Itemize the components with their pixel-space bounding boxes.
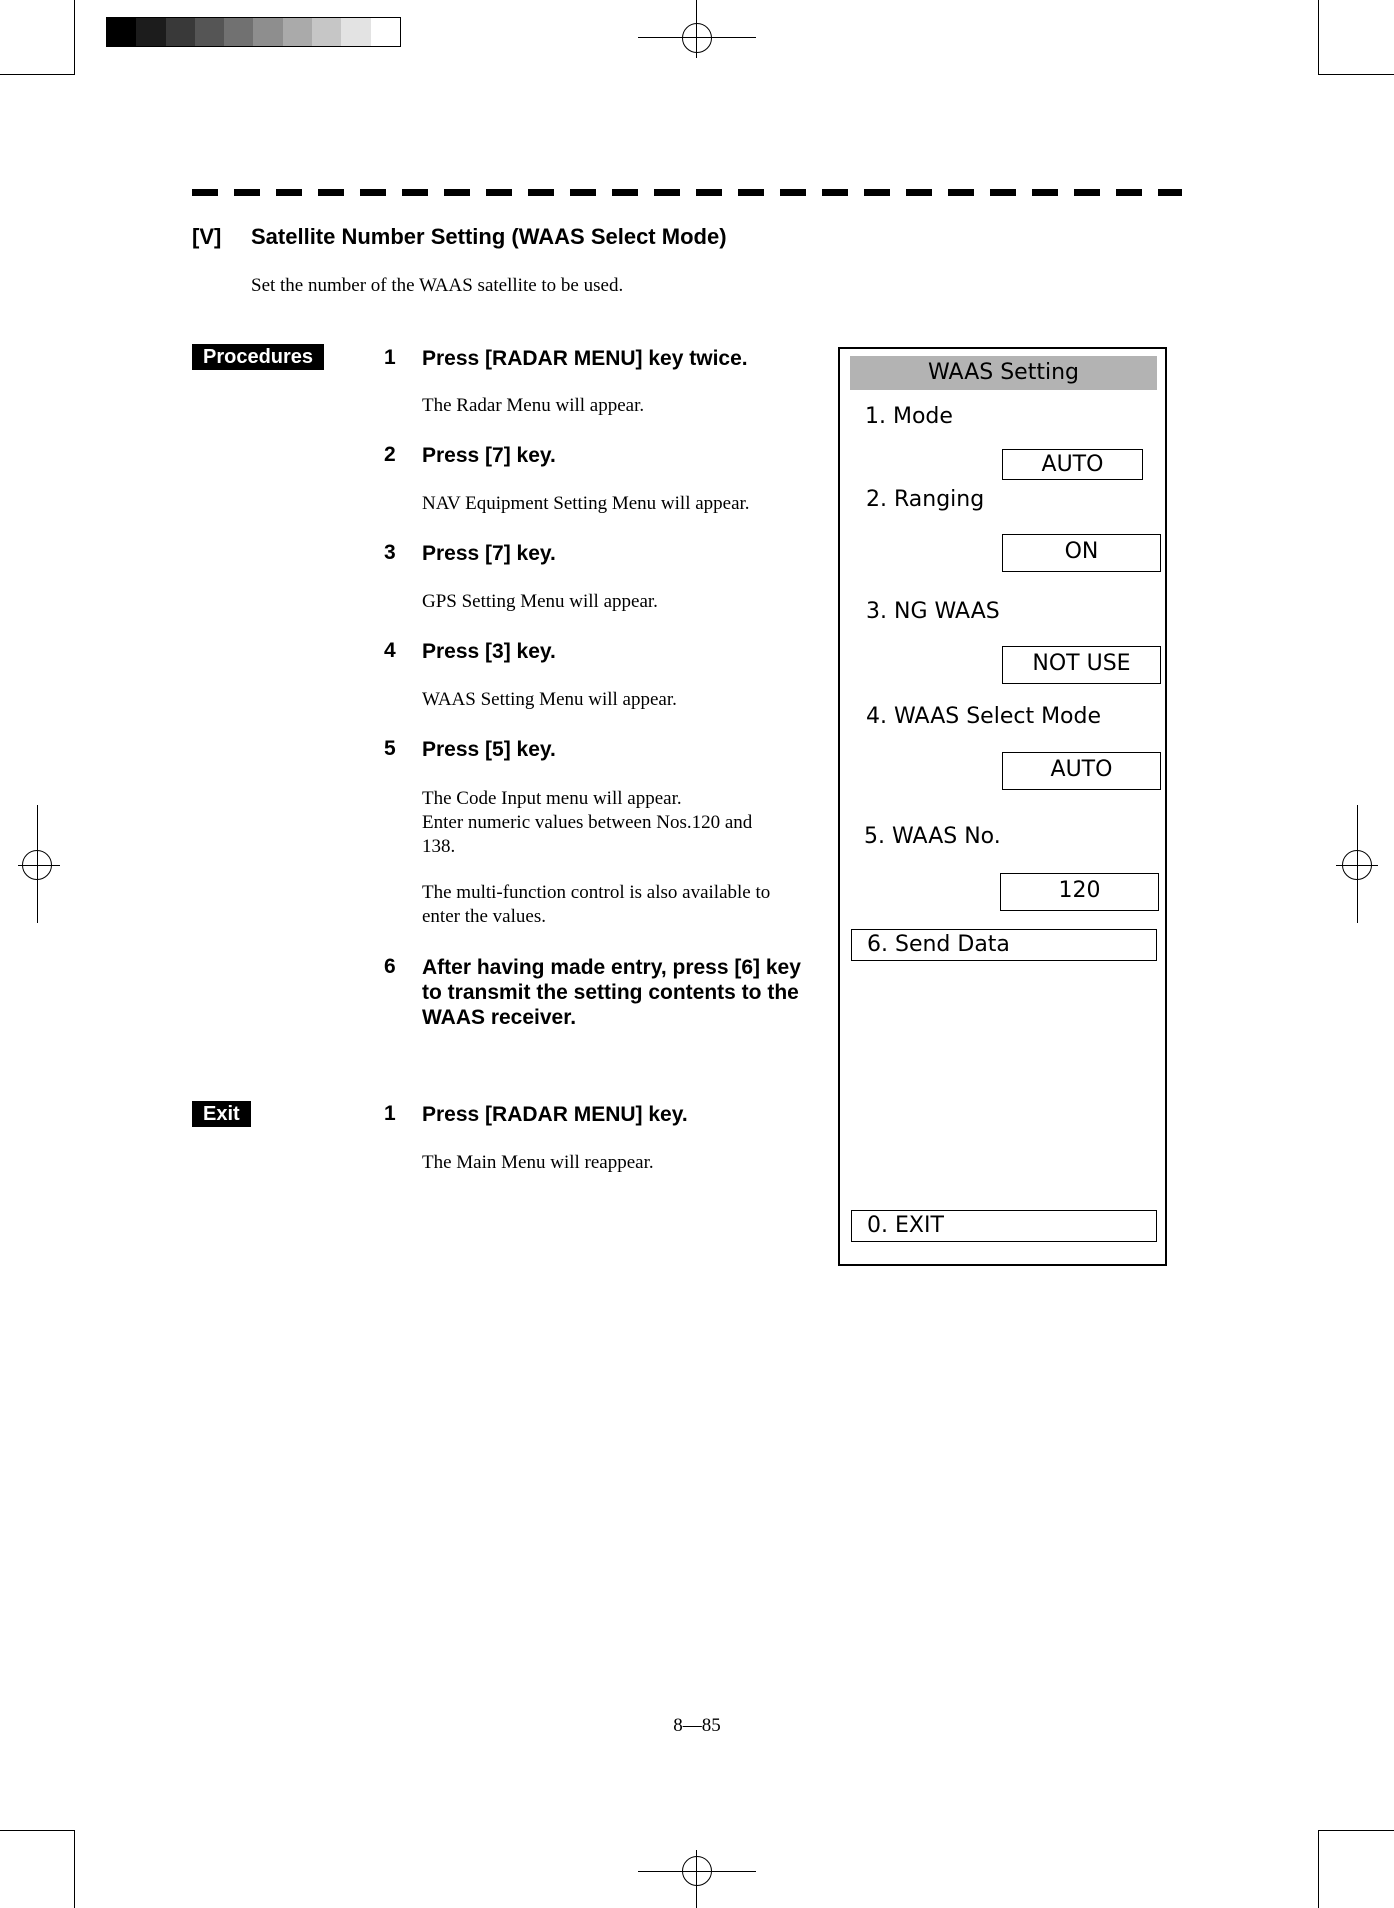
waas-setting-screen xyxy=(838,347,1167,1266)
step-number: 3 xyxy=(384,541,396,564)
step-title: Press [RADAR MENU] key twice. xyxy=(422,347,748,370)
menu-item-mode[interactable]: 1. Mode xyxy=(865,404,953,429)
gray-swatch xyxy=(195,18,224,46)
screen-title: WAAS Setting xyxy=(850,356,1157,390)
dashed-divider xyxy=(192,189,1182,196)
gray-swatch xyxy=(283,18,312,46)
step-number: 4 xyxy=(384,639,396,662)
step-title: Press [7] key. xyxy=(422,444,556,467)
step-note-line: The multi-function control is also available to xyxy=(422,882,771,903)
ranging-value[interactable]: ON xyxy=(1002,534,1161,572)
gray-swatch xyxy=(371,18,400,46)
gray-scale-bar xyxy=(106,17,401,47)
send-data-button[interactable]: 6. Send Data xyxy=(851,929,1157,961)
step-number: 6 xyxy=(384,955,396,978)
step-description: The Main Menu will reappear. xyxy=(422,1152,654,1173)
step-title-line: After having made entry, press [6] key xyxy=(422,956,801,979)
step-number: 2 xyxy=(384,443,396,466)
section-description: Set the number of the WAAS satellite to be used. xyxy=(251,275,624,296)
page-number: 8—85 xyxy=(673,1715,721,1736)
step-description-line: The Code Input menu will appear. xyxy=(422,788,682,809)
step-number: 5 xyxy=(384,737,396,760)
step-title: Press [5] key. xyxy=(422,738,556,761)
step-number: 1 xyxy=(384,346,396,369)
step-number: 1 xyxy=(384,1102,396,1125)
menu-item-waas-no[interactable]: 5. WAAS No. xyxy=(864,824,1001,849)
exit-tag: Exit xyxy=(192,1101,251,1127)
step-title: Press [RADAR MENU] key. xyxy=(422,1103,688,1126)
step-title-line: WAAS receiver. xyxy=(422,1006,577,1029)
gray-swatch xyxy=(224,18,253,46)
step-description: The Radar Menu will appear. xyxy=(422,395,645,416)
exit-button[interactable]: 0. EXIT xyxy=(851,1210,1157,1242)
gray-swatch xyxy=(341,18,370,46)
procedures-tag: Procedures xyxy=(192,344,324,370)
step-description: GPS Setting Menu will appear. xyxy=(422,591,658,612)
gray-swatch xyxy=(107,18,136,46)
step-title-line: to transmit the setting contents to the xyxy=(422,981,799,1004)
step-title: Press [3] key. xyxy=(422,640,556,663)
step-description-line: Enter numeric values between Nos.120 and xyxy=(422,812,753,833)
step-title: Press [7] key. xyxy=(422,542,556,565)
gray-swatch xyxy=(136,18,165,46)
gray-swatch xyxy=(253,18,282,46)
menu-item-ranging[interactable]: 2. Ranging xyxy=(866,487,985,512)
step-description: WAAS Setting Menu will appear. xyxy=(422,689,677,710)
section-title: Satellite Number Setting (WAAS Select Mode) xyxy=(251,224,727,249)
mode-value[interactable]: AUTO xyxy=(1002,449,1143,480)
ng-waas-value[interactable]: NOT USE xyxy=(1002,646,1161,684)
waas-select-mode-value[interactable]: AUTO xyxy=(1002,752,1161,790)
step-note-line: enter the values. xyxy=(422,906,546,927)
menu-item-waas-select-mode[interactable]: 4. WAAS Select Mode xyxy=(866,704,1102,729)
step-description: NAV Equipment Setting Menu will appear. xyxy=(422,493,750,514)
section-marker: [V] xyxy=(192,224,222,249)
waas-no-value[interactable]: 120 xyxy=(1000,873,1159,911)
gray-swatch xyxy=(312,18,341,46)
step-description-line: 138. xyxy=(422,836,456,857)
gray-swatch xyxy=(166,18,195,46)
menu-item-ng-waas[interactable]: 3. NG WAAS xyxy=(866,599,1000,624)
